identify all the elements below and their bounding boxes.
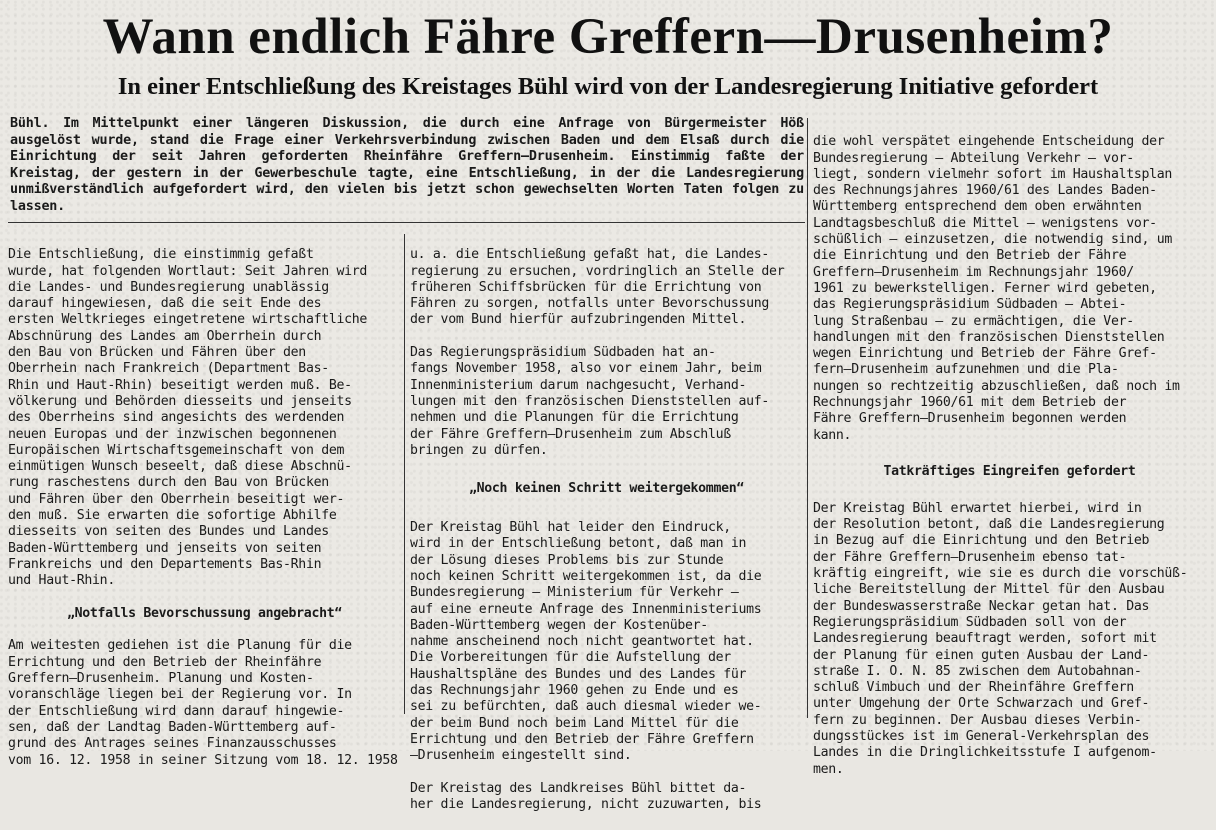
- column-2-paragraph-1: u. a. die Entschließung gefaßt hat, die Landes- regierung zu ersuchen, vordringlich an Stelle der früheren Schiffsbrücken für die Errichtung von Fähren zu sorgen, notfalls unter Bevorschussung der vom Bund hierfür aufzubringenden Mittel.: [410, 247, 785, 328]
- column-rule-1: [404, 234, 405, 714]
- column-2-paragraph-4: Der Kreistag des Landkreises Bühl bittet da- her die Landesregierung, nicht zuzuwarten, bis: [410, 780, 762, 813]
- article-column-1: [8, 231, 401, 768]
- column-3-paragraph-1: die wohl verspätet eingehende Entscheidung der Bundesregierung — Abteilung Verkehr — vor- liegt, sondern vielmehr sofort im Haushaltsplan des Rechnungsjahres 1960/61 des Landes Baden- Württemberg entsprechend dem oben erwähnten Landtagsbeschluß die Mittel — wenigstens vor- schüßlich — einzusetzen, die notwendig sind, um die Einrichtung und den Betrieb der Fähre Greffern—Drusenheim im Rechnungsjahr 1960/ 1961 zu bewerkstelligen. Ferner wird gebeten, das Regierungspräsidium Südbaden — Abtei- lung Straßenbau — zu ermächtigen, die Ver- handlungen mit den französischen Dienststellen wegen Einrichtung und Betrieb der Fähre Gref- fern—Drusenheim aufzunehmen und die Pla- nungen so rechtzeitig abzuschließen, daß noch im Rechnungsjahr 1960/61 mit dem Betrieb der Fähre Greffern—Drusenheim begonnen werden kann.: [813, 134, 1180, 443]
- column-1-paragraph-1: Die Entschließung, die einstimmig gefaßt wurde, hat folgenden Wortlaut: Seit Jahren wird die Landes- und Bundesregierung unablässig darauf hingewiesen, daß die seit Ende des ersten Weltkrieges eingetretene wirtschaftliche Abschnürung des Landes am Oberrhein durch den Bau von Brücken und Fähren über den Oberrhein nach Frankreich (Department Bas- Rhin und Haut-Rhin) beseitigt werden muß. Be- völkerung und Behörden diesseits und jenseits des Oberrheins sind angesichts des werdenden neuen Europas und der inzwischen begonnenen Europäischen Wirtschaftsgemeinschaft von dem einmütigen Wunsch beseelt, daß diese Abschnü- rung raschestens durch den Bau von Brücken und Fähren über den Oberrhein beseitigt wer- den muß. Sie erwarten die sofortige Abhilfe diesseits von seiten des Bundes und Landes Baden-Württemberg und jenseits von seiten Frankreichs und den Departements Bas-Rhin und Haut-Rhin.: [8, 247, 368, 589]
- column-2-paragraph-2: Das Regierungspräsidium Südbaden hat an- fangs November 1958, also vor einem Jahr, beim Innenministerium darum nachgesucht, Verhand- lungen mit den französischen Dienststellen auf- nehmen und die Planungen für die Errichtung der Fähre Greffern—Drusenheim zum Abschluß bringen zu dürfen.: [410, 345, 770, 458]
- column-1-subheading: „Notfalls Bevorschussung angebracht“: [66, 605, 343, 621]
- lead-paragraph: Bühl. Im Mittelpunkt einer längeren Diskussion, die durch eine Anfrage von Bürgermeister Höß ausgelöst wurde, stand die Frage einer Verkehrsverbindung zwischen Baden und dem Elsaß durch die Einrichtung der seit Jahren geforderten Rheinfähre Greffern—Drusenheim. Einstimmig faßte der Kreistag, der gestern in der Gewerbeschule tagte, eine Entschließung, in der die Landesregierung unmißverständlich aufgefordert wird, den vielen bis jetzt schon gewechselten Worten Taten folgen zu lassen.: [10, 116, 804, 214]
- subheadline: In einer Entschließung des Kreistages Bühl wird von der Landesregierung Initiative gefordert: [117, 73, 1099, 100]
- column-rule-2: [807, 118, 808, 718]
- column-3-subheading: Tatkräftiges Eingreifen gefordert: [883, 464, 1136, 480]
- headline: Wann endlich Fähre Greffern—Drusenheim?: [102, 9, 1114, 65]
- lead-bottom-rule: [8, 222, 805, 223]
- article-column-3: [813, 118, 1206, 777]
- article-column-2: [410, 231, 803, 813]
- column-3-paragraph-2: Der Kreistag Bühl erwartet hierbei, wird in der Resolution betont, daß die Landesregierung in Bezug auf die Einrichtung und den Betrieb der Fähre Greffern—Drusenheim ebenso tat- kräftig eingreift, wie sie es durch die vorschüß- liche Bereitstellung der Mittel für den Ausbau der Bundeswasserstraße Neckar getan hat. Das Regierungspräsidium Südbaden soll von der Landesregierung beauftragt werden, sofort mit der Planung für einen guten Ausbau der Land- straße I. O. N. 85 zwischen dem Autobahnan- schluß Vimbuch und der Rheinfähre Greffern unter Umgehung der Orte Schwarzach und Gref- fern zu beginnen. Der Ausbau dieses Verbin- dungsstückes ist im General-Verkehrsplan des Landes in die Dringlichkeitsstufe I aufgenom- men.: [813, 500, 1188, 777]
- column-2-subheading: „Noch keinen Schritt weitergekommen“: [468, 481, 745, 497]
- column-2-paragraph-3: Der Kreistag Bühl hat leider den Eindruck, wird in der Entschließung betont, daß man in der Lösung dieses Problems bis zur Stunde noch keinen Schritt weitergekommen ist, da die Bundesregierung — Ministerium für Verkehr — auf eine erneute Anfrage des Innenministeriums Baden-Württemberg wegen der Kostenüber- nahme anscheinend noch nicht geantwortet hat. Die Vorbereitungen für die Aufstellung der Haushaltspläne des Bundes und des Landes für das Rechnungsjahr 1960 gehen zu Ende und es sei zu befürchten, daß auch diesmal wieder we- der beim Bund noch beim Land Mittel für die Errichtung und den Betrieb der Fähre Greffern —Drusenheim eingestellt sind.: [410, 520, 762, 764]
- column-1-paragraph-2: Am weitesten gediehen ist die Planung für die Errichtung und den Betrieb der Rheinfähre Greffern—Drusenheim. Planung und Kosten- voranschläge liegen bei der Regierung vor. In der Entschließung wird dann darauf hingewie- sen, daß der Landtag Baden-Württemberg auf- grund des Antrages seines Finanzausschusses vom 16. 12. 1958 in seiner Sitzung vom 18. 12. 1958: [8, 638, 398, 768]
